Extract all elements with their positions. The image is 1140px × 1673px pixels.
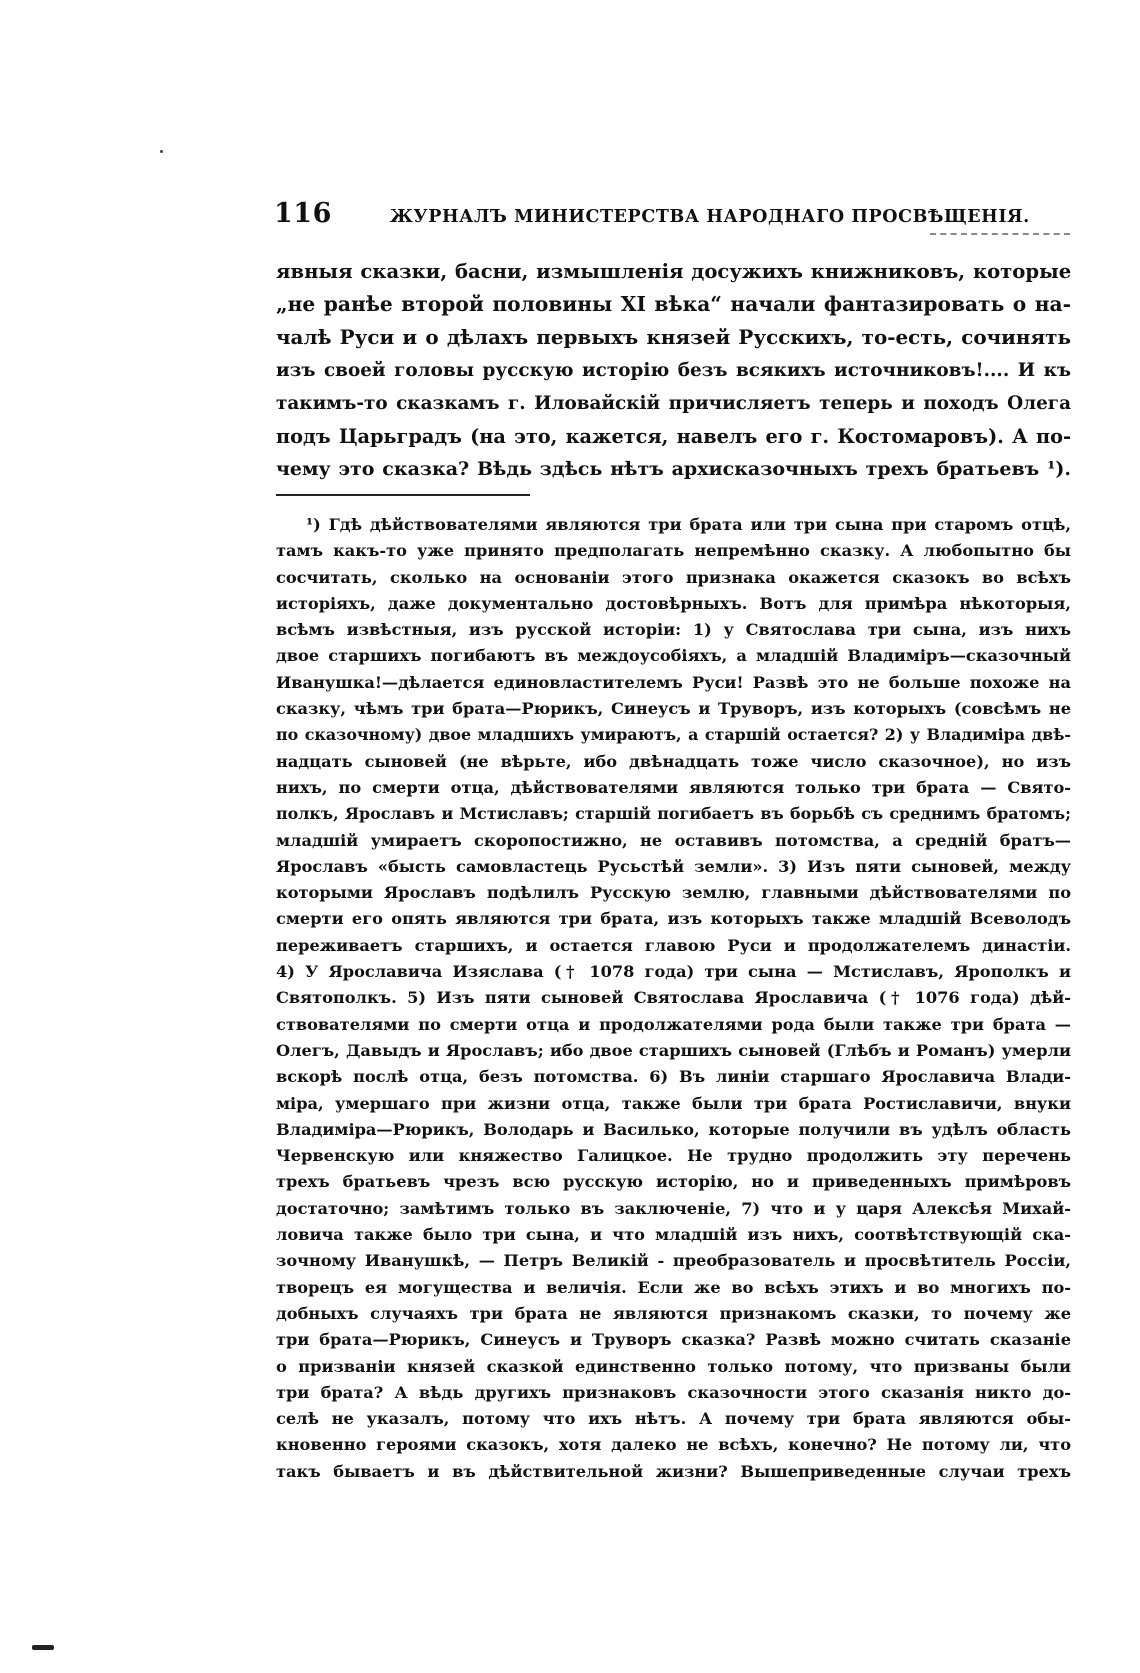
footnote-line: три брата—Рюрикъ, Синеусъ и Труворъ сказка? Развѣ можно считать сказаніе xyxy=(276,1330,1071,1350)
footnote-line: ¹) Гдѣ дѣйствователями являются три брата или три сына при старомъ отцѣ, xyxy=(306,515,1071,534)
footnote xyxy=(276,512,1071,1485)
footnote-line: исторіяхъ, даже документально достовѣрныхъ. Вотъ для примѣра нѣкоторыя, xyxy=(276,593,1071,613)
footnote-line: сосчитать, сколько на основаніи этого признака окажется сказокъ во всѣхъ xyxy=(276,567,1071,587)
footnote-line: сказку, чѣмъ три брата—Рюрикъ, Синеусъ и Труворъ, изъ которыхъ (совсѣмъ не xyxy=(276,699,1071,719)
main-text xyxy=(276,255,1071,486)
footnote-line: селѣ не указалъ, потому что ихъ нѣтъ. А почему три брата являются обы- xyxy=(276,1409,1071,1429)
footnote-line: ловича также было три сына, и что младшій изъ нихъ, соотвѣтствующій ска- xyxy=(276,1225,1071,1245)
footnote-line: Ярославъ «бысть самовластець Русьстѣй земли». 3) Изъ пяти сыновей, между xyxy=(276,856,1071,876)
footnote-line: Святополкъ. 5) Изъ пяти сыновей Святослава Ярославича († 1076 года) дѣй- xyxy=(276,988,1071,1008)
footnote-line: переживаетъ старшихъ, и остается главою Руси и продолжателемъ династіи. xyxy=(276,935,1071,955)
footnote-line: младшій умираетъ скоропостижно, не оставивъ потомства, а средній братъ— xyxy=(276,830,1071,850)
footnote-line: о призваніи князей сказкой единственно только потому, что призваны были xyxy=(276,1356,1071,1376)
footnote-line: три брата? А вѣдь другихъ признаковъ сказочности этого сказанія никто до- xyxy=(276,1382,1071,1402)
scan-artifact-dashes xyxy=(930,233,1070,237)
footnote-line: всѣмъ извѣстныя, изъ русской исторіи: 1) у Святослава три сына, изъ нихъ xyxy=(276,620,1071,640)
scan-margin-mark xyxy=(32,1645,54,1650)
page-header xyxy=(274,198,1074,234)
main-text-line: подъ Царьградъ (на это, кажется, навелъ его г. Костомаровъ). А по- xyxy=(276,425,1071,448)
footnote-line: которыми Ярославъ подѣлилъ Русскую землю, главными дѣйствователями по xyxy=(276,883,1071,903)
footnote-line: двое старшихъ погибаютъ въ междоусобіяхъ, а младшій Владиміръ—сказочный xyxy=(276,646,1071,666)
main-text-line: изъ своей головы русскую исторію безъ всякихъ источниковъ!.... И къ xyxy=(276,360,1071,381)
main-text-line: такимъ-то сказкамъ г. Иловайскій причисляетъ теперь и походъ Олега xyxy=(276,393,1071,414)
footnote-line: зочному Иванушкѣ, — Петръ Великій - преобразователь и просвѣтитель Россіи, xyxy=(276,1251,1071,1271)
footnote-line: кновенно героями сказокъ, хотя далеко не всѣхъ, конечно? Не потому ли, что xyxy=(276,1435,1071,1455)
footnote-line: такъ бываетъ и въ дѣйствительной жизни? Вышеприведенные случаи трехъ xyxy=(276,1461,1071,1481)
page-number: 116 xyxy=(274,198,332,229)
footnote-line: добныхъ случаяхъ три брата не являются признакомъ сказки, то почему же xyxy=(276,1303,1071,1323)
main-text-line: чему это сказка? Вѣдь здѣсь нѣтъ архисказочныхъ трехъ братьевъ ¹). xyxy=(276,458,1071,480)
footnote-line: ствователями по смерти отца и продолжателями рода были также три брата — xyxy=(276,1014,1071,1034)
footnote-line: надцать сыновей (не вѣрьте, ибо двѣнадцать тоже число сказочное), но изъ xyxy=(276,751,1071,771)
footnote-line: трехъ братьевъ чрезъ всю русскую исторію, но и приведенныхъ примѣровъ xyxy=(276,1172,1071,1192)
footnote-divider xyxy=(276,494,530,496)
footnote-line: Олегъ, Давыдъ и Ярославъ; ибо двое старшихъ сыновей (Глѣбъ и Романъ) умерли xyxy=(276,1040,1071,1060)
footnote-line: полкъ, Ярославъ и Мстиславъ; старшій погибаетъ въ борьбѣ съ среднимъ братомъ; xyxy=(276,804,1071,824)
footnote-line: міра, умершаго при жизни отца, также были три брата Ростиславичи, внуки xyxy=(276,1093,1071,1113)
footnote-line: вскорѣ послѣ отца, безъ потомства. 6) Въ линіи старшаго Ярославича Влади- xyxy=(276,1067,1071,1087)
running-title: ЖУРНАЛЪ МИНИСТЕРСТВА НАРОДНАГО ПРОСВѢЩЕНІЯ. xyxy=(389,207,1030,227)
footnote-line: нихъ, по смерти отца, дѣйствователями являются только три брата — Свято- xyxy=(276,777,1071,797)
main-text-line: явныя сказки, басни, измышленія досужихъ книжниковъ, которые xyxy=(276,260,1071,283)
footnote-line: Иванушка!—дѣлается единовластителемъ Руси! Развѣ это не больше похоже на xyxy=(276,672,1071,692)
main-text-line: „не ранѣе второй половины XI вѣка“ начали фантазировать о на- xyxy=(276,292,1071,316)
footnote-line: Владиміра—Рюрикъ, Володарь и Василько, которые получили въ удѣлъ область xyxy=(276,1119,1071,1139)
scan-speck xyxy=(160,150,163,153)
footnote-line: 4) У Ярославича Изяслава († 1078 года) три сына — Мстиславъ, Ярополкъ и xyxy=(276,962,1071,982)
footnote-line: Червенскую или княжество Галицкое. Не трудно продолжить эту перечень xyxy=(276,1146,1071,1166)
footnote-line: смерти его опять являются три брата, изъ которыхъ также младшій Всеволодъ xyxy=(276,909,1071,929)
main-text-line: чалѣ Руси и о дѣлахъ первыхъ князей Русскихъ, то-есть, сочинять xyxy=(276,325,1071,349)
footnote-line: тамъ какъ-то уже принято предполагать непремѣнно сказку. А любопытно бы xyxy=(276,541,1071,561)
footnote-line: творецъ ея могущества и величія. Если же во всѣхъ этихъ и во многихъ по- xyxy=(276,1277,1071,1297)
footnote-line: по сказочному) двое младшихъ умираютъ, а старшій остается? 2) у Владиміра двѣ- xyxy=(276,725,1071,745)
footnote-line: достаточно; замѣтимъ только въ заключеніе, 7) что и у царя Алексѣя Михай- xyxy=(276,1198,1071,1218)
